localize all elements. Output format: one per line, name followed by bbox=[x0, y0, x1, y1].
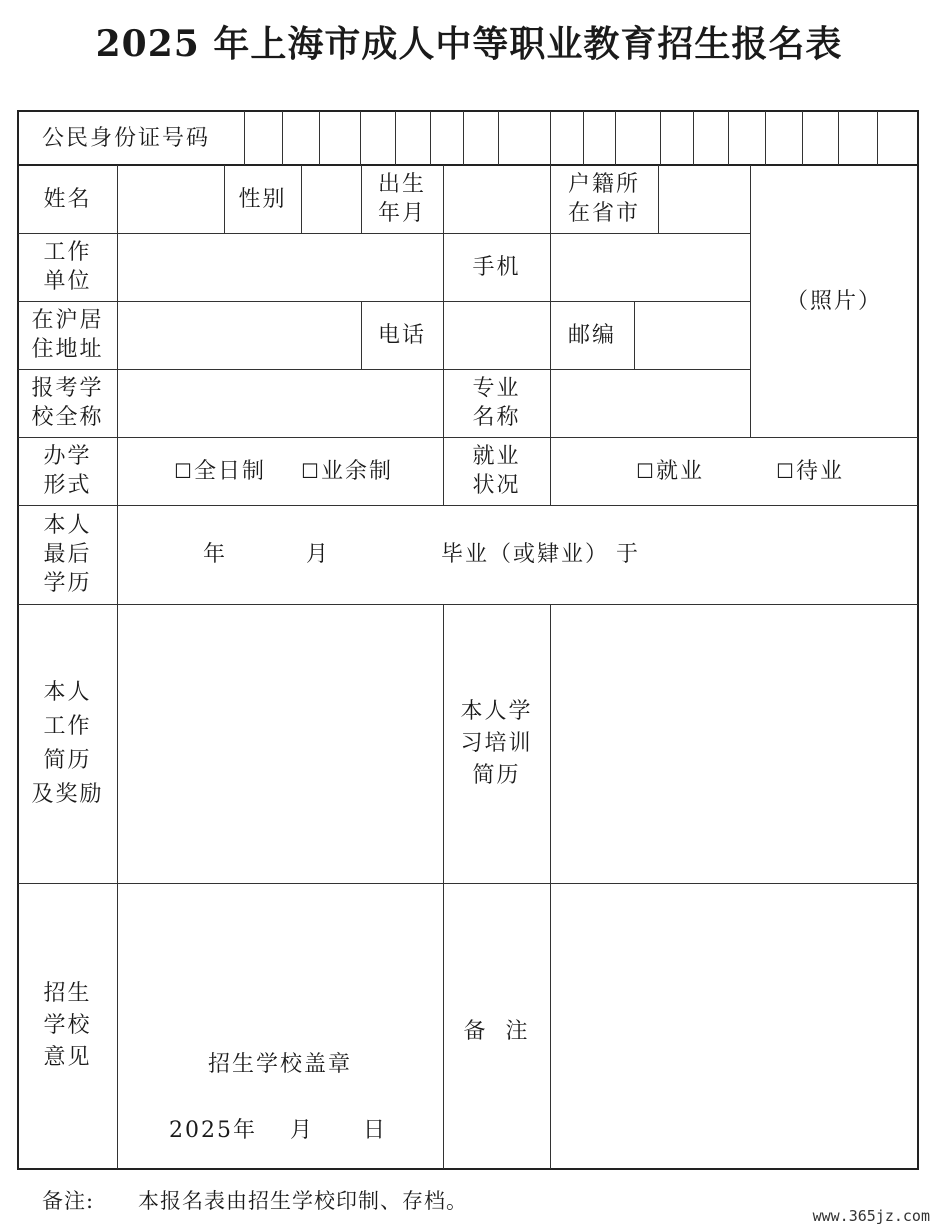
id-box-divider bbox=[282, 111, 283, 165]
id-box-divider bbox=[430, 111, 431, 165]
school-name-label: 报考学 校全称 bbox=[31, 376, 104, 430]
id-box-divider bbox=[463, 111, 464, 165]
id-box-divider bbox=[395, 111, 396, 165]
study-form-label: 办学 形式 bbox=[43, 444, 92, 498]
id-box-divider bbox=[877, 111, 878, 165]
checkbox-icon[interactable]: ☐ bbox=[301, 458, 321, 483]
postcode-label: 邮编 bbox=[567, 322, 616, 348]
id-box-divider bbox=[802, 111, 803, 165]
id-box-divider bbox=[615, 111, 616, 165]
part-time-label: 业余制 bbox=[320, 458, 393, 484]
id-box-divider bbox=[693, 111, 694, 165]
work-history-label: 本人 工作 简历 及奖励 bbox=[31, 679, 104, 807]
footer-note bbox=[42, 1185, 468, 1215]
checkbox-icon[interactable]: ☐ bbox=[776, 458, 796, 483]
birth-date-label: 出生 年月 bbox=[377, 172, 426, 226]
id-box-divider bbox=[838, 111, 839, 165]
id-box-divider bbox=[244, 111, 245, 165]
footer-text: 本报名表由招生学校印制、存档。 bbox=[138, 1189, 468, 1213]
checkbox-icon[interactable]: ☐ bbox=[174, 458, 194, 483]
id-box-divider bbox=[728, 111, 729, 165]
employed-option[interactable] bbox=[625, 437, 715, 505]
col-divider bbox=[117, 165, 118, 1169]
photo-placeholder: （照片） bbox=[785, 288, 882, 314]
remarks-label: 备 注 bbox=[463, 1018, 530, 1044]
checkbox-icon[interactable]: ☐ bbox=[636, 458, 656, 483]
edu-at-label: 于 bbox=[615, 542, 640, 567]
study-history-label: 本人学 习培训 简历 bbox=[460, 698, 533, 788]
watermark: www.365jz.com bbox=[812, 1207, 930, 1225]
full-time-label: 全日制 bbox=[193, 458, 266, 484]
unemployed-option[interactable] bbox=[765, 437, 855, 505]
col-divider bbox=[550, 604, 551, 1169]
household-province-label: 户籍所 在省市 bbox=[567, 172, 640, 226]
footer-label: 备注: bbox=[42, 1189, 95, 1213]
full-time-option[interactable] bbox=[165, 437, 275, 505]
address-label: 在沪居 住地址 bbox=[31, 308, 104, 362]
edu-year-label: 年 bbox=[202, 542, 227, 567]
col-divider bbox=[634, 301, 635, 369]
education-label: 本人 最后 学历 bbox=[43, 513, 92, 596]
col-divider bbox=[301, 165, 302, 233]
row-divider bbox=[18, 233, 750, 234]
id-box-divider bbox=[583, 111, 584, 165]
name-label: 姓名 bbox=[43, 186, 92, 212]
school-stamp-label: 招生学校盖章 bbox=[207, 1051, 352, 1077]
date-month-label: 月 bbox=[289, 1117, 314, 1143]
id-number-label: 公民身份证号码 bbox=[42, 125, 211, 151]
id-box-divider bbox=[550, 111, 551, 165]
employed-label: 就业 bbox=[655, 458, 704, 484]
id-box-divider bbox=[498, 111, 499, 165]
mobile-label: 手机 bbox=[472, 254, 521, 280]
date-year-label: 2025年 bbox=[169, 1117, 257, 1143]
part-time-option[interactable] bbox=[292, 437, 402, 505]
work-unit-label: 工作 单位 bbox=[43, 240, 92, 294]
gender-label: 性别 bbox=[238, 186, 287, 212]
form-title: 2025 年上海市成人中等职业教育招生报名表 bbox=[95, 23, 843, 65]
edu-month-label: 月 bbox=[305, 542, 330, 567]
id-box-divider bbox=[319, 111, 320, 165]
row-divider bbox=[18, 369, 750, 370]
school-opinion-label: 招生 学校 意见 bbox=[43, 981, 92, 1070]
id-box-divider bbox=[360, 111, 361, 165]
major-label: 专业 名称 bbox=[472, 376, 521, 430]
edu-graduation-label: 毕业（或肄业） bbox=[440, 542, 609, 567]
employment-label: 就业 状况 bbox=[472, 444, 521, 498]
unemployed-label: 待业 bbox=[795, 458, 844, 484]
col-divider bbox=[658, 165, 659, 233]
id-box-divider bbox=[660, 111, 661, 165]
phone-label: 电话 bbox=[377, 322, 426, 348]
date-day-label: 日 bbox=[362, 1117, 387, 1143]
id-box-divider bbox=[765, 111, 766, 165]
